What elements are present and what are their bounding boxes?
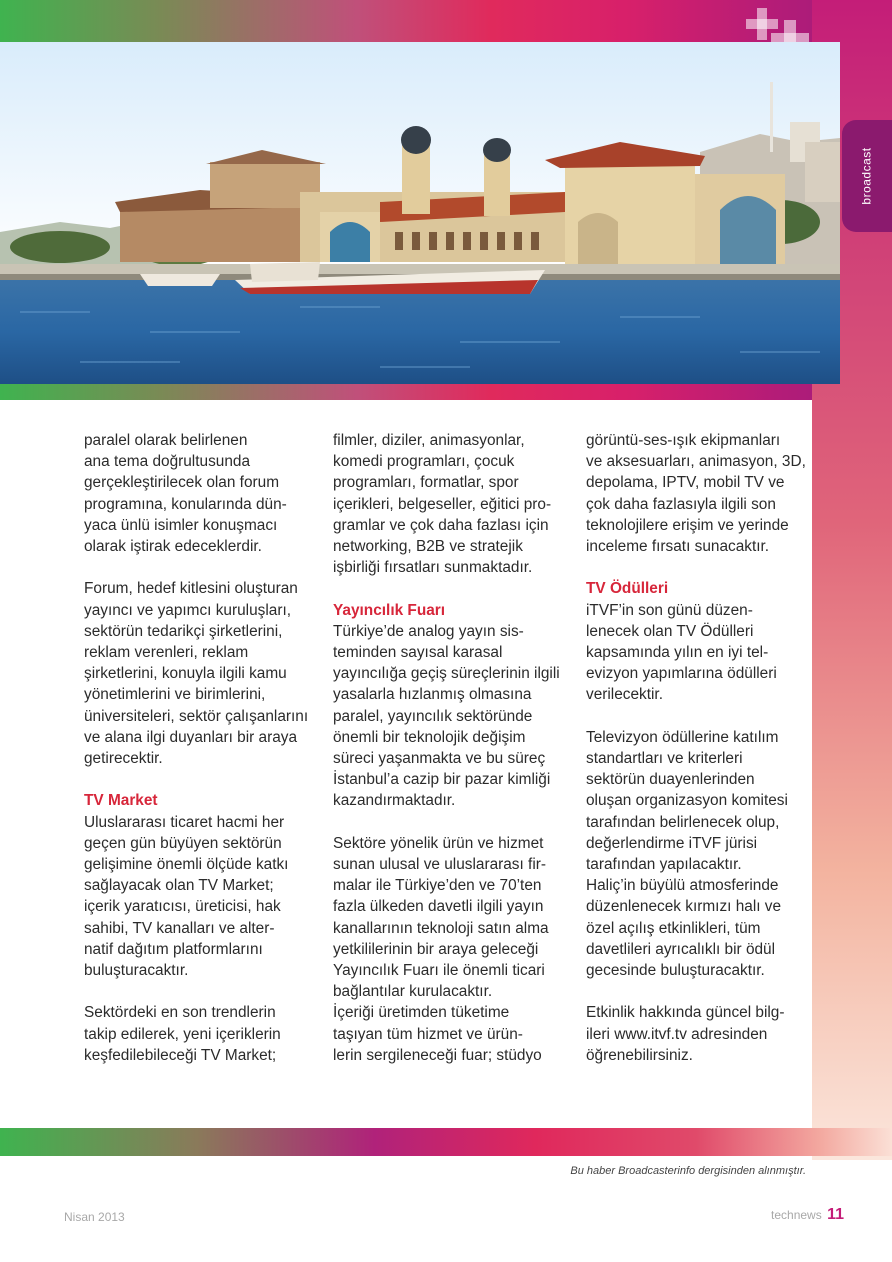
section-heading-tv-odulleri: TV Ödülleri	[586, 580, 669, 598]
header-photo	[0, 42, 840, 384]
paragraph: Türkiye’de analog yayın sis- teminden sayısal karasal yayıncılığa geçiş süreçlerinin ilgili yasalarla hızlanmış olmasına paralel, yayıncılık sektöründe önemli bir teknolojik değişim süreci yaşanmakta ve bu süreç İstanbul’a cazip bir pazar kimliği kazandırmaktadır.	[333, 622, 560, 810]
paragraph: iTVF’in son günü düzen- lenecek olan TV Ödülleri kapsamında yılın en iyi tel- evizyon yapımlarına ödülleri verilecektir.	[586, 601, 777, 704]
paragraph: Etkinlik hakkında güncel bilg- ileri www.itvf.tv adresinden öğrenebilirsiniz.	[586, 1004, 785, 1064]
article-column-2	[333, 430, 565, 1087]
paragraph: Uluslararası ticaret hacmi her geçen gün büyüyen sektörün gelişimine önemli ölçüde katkı sağlayacak olan TV Market; içerik yaratıcısı, üreticisi, hak sahibi, TV kanalları ve alter- natif dağıtım platformlarını buluşturacaktır.	[84, 813, 289, 980]
section-heading-yayincilik-fuari: Yayıncılık Fuarı	[333, 601, 446, 619]
article-column-3	[586, 430, 818, 1087]
article-column-1	[84, 430, 316, 1087]
bottom-gradient-band	[0, 1128, 892, 1156]
paragraph: Sektördeki en son trendlerin takip edilerek, yeni içeriklerin keşfedilebileceği TV Market;	[84, 1004, 281, 1064]
footer-date: Nisan 2013	[64, 1210, 125, 1224]
paragraph: paralel olarak belirlenen ana tema doğrultusunda gerçekleştirilecek olan forum programına, konularında dün- yaca ünlü isimler konuşmacı olarak iştirak edeceklerdir.	[84, 432, 287, 556]
footer-brand	[771, 1206, 844, 1224]
footer-brand-name: technews	[771, 1208, 822, 1222]
istanbul-haydarpasa-photo-icon	[0, 42, 840, 384]
source-note: Bu haber Broadcasterinfo dergisinden alınmıştır.	[570, 1165, 806, 1177]
page-number: 11	[827, 1206, 844, 1223]
paragraph: Forum, hedef kitlesini oluşturan yayıncı ve yapımcı kuruluşları, sektörün tedarikçi şirketlerini, reklam verenleri, reklam şirketlerini, konuyla ilgili kamu yönetimlerini ve birimlerini, üniversiteleri, sektör çalışanlarını ve alana ilgi duyanları bir araya getirecektir.	[84, 580, 309, 768]
section-heading-tv-market: TV Market	[84, 792, 158, 810]
paragraph: Sektöre yönelik ürün ve hizmet sunan ulusal ve uluslararası fir- malar ile Türkiye’den ve 70’ten fazla ülkeden davetli ilgili yayın kanallarının teknoloji satın alma yetkililerinin bir araya geleceği Yayıncılık Fuarı ile önemli ticari bağlantılar kurulacaktır. İçeriği üretimden tüketime taşıyan tüm hizmet ve ürün- lerin sergileneceği fuar; stüdyo	[333, 834, 549, 1064]
paragraph: görüntü-ses-ışık ekipmanları ve aksesuarları, animasyon, 3D, depolama, IPTV, mobil TV ve çok daha fazlasıyla ilgili son teknolojilere erişim ve yerinde inceleme fırsatı sunacaktır.	[586, 432, 806, 556]
paragraph: Televizyon ödüllerine katılım standartları ve kriterleri sektörün duayenlerinden oluşan organizasyon komitesi tarafından belirlenecek olup, değerlendirme iTVF jürisi tarafından yapılacaktır. Haliç’in büyülü atmosferinde düzenlenecek kırmızı halı ve özel açılış etkinlikleri, tüm davetlileri ayrıcalıklı bir ödül gecesinde buluşturacaktır.	[586, 728, 788, 980]
paragraph: filmler, diziler, animasyonlar, komedi programları, çocuk programları, formatlar, spor içerikleri, belgeseller, eğitici pro- gramlar ve çok daha fazlası için networking, B2B ve stratejik işbirliği fırsatları sunmaktadır.	[333, 432, 552, 577]
section-tab-label: broadcast	[860, 147, 875, 205]
